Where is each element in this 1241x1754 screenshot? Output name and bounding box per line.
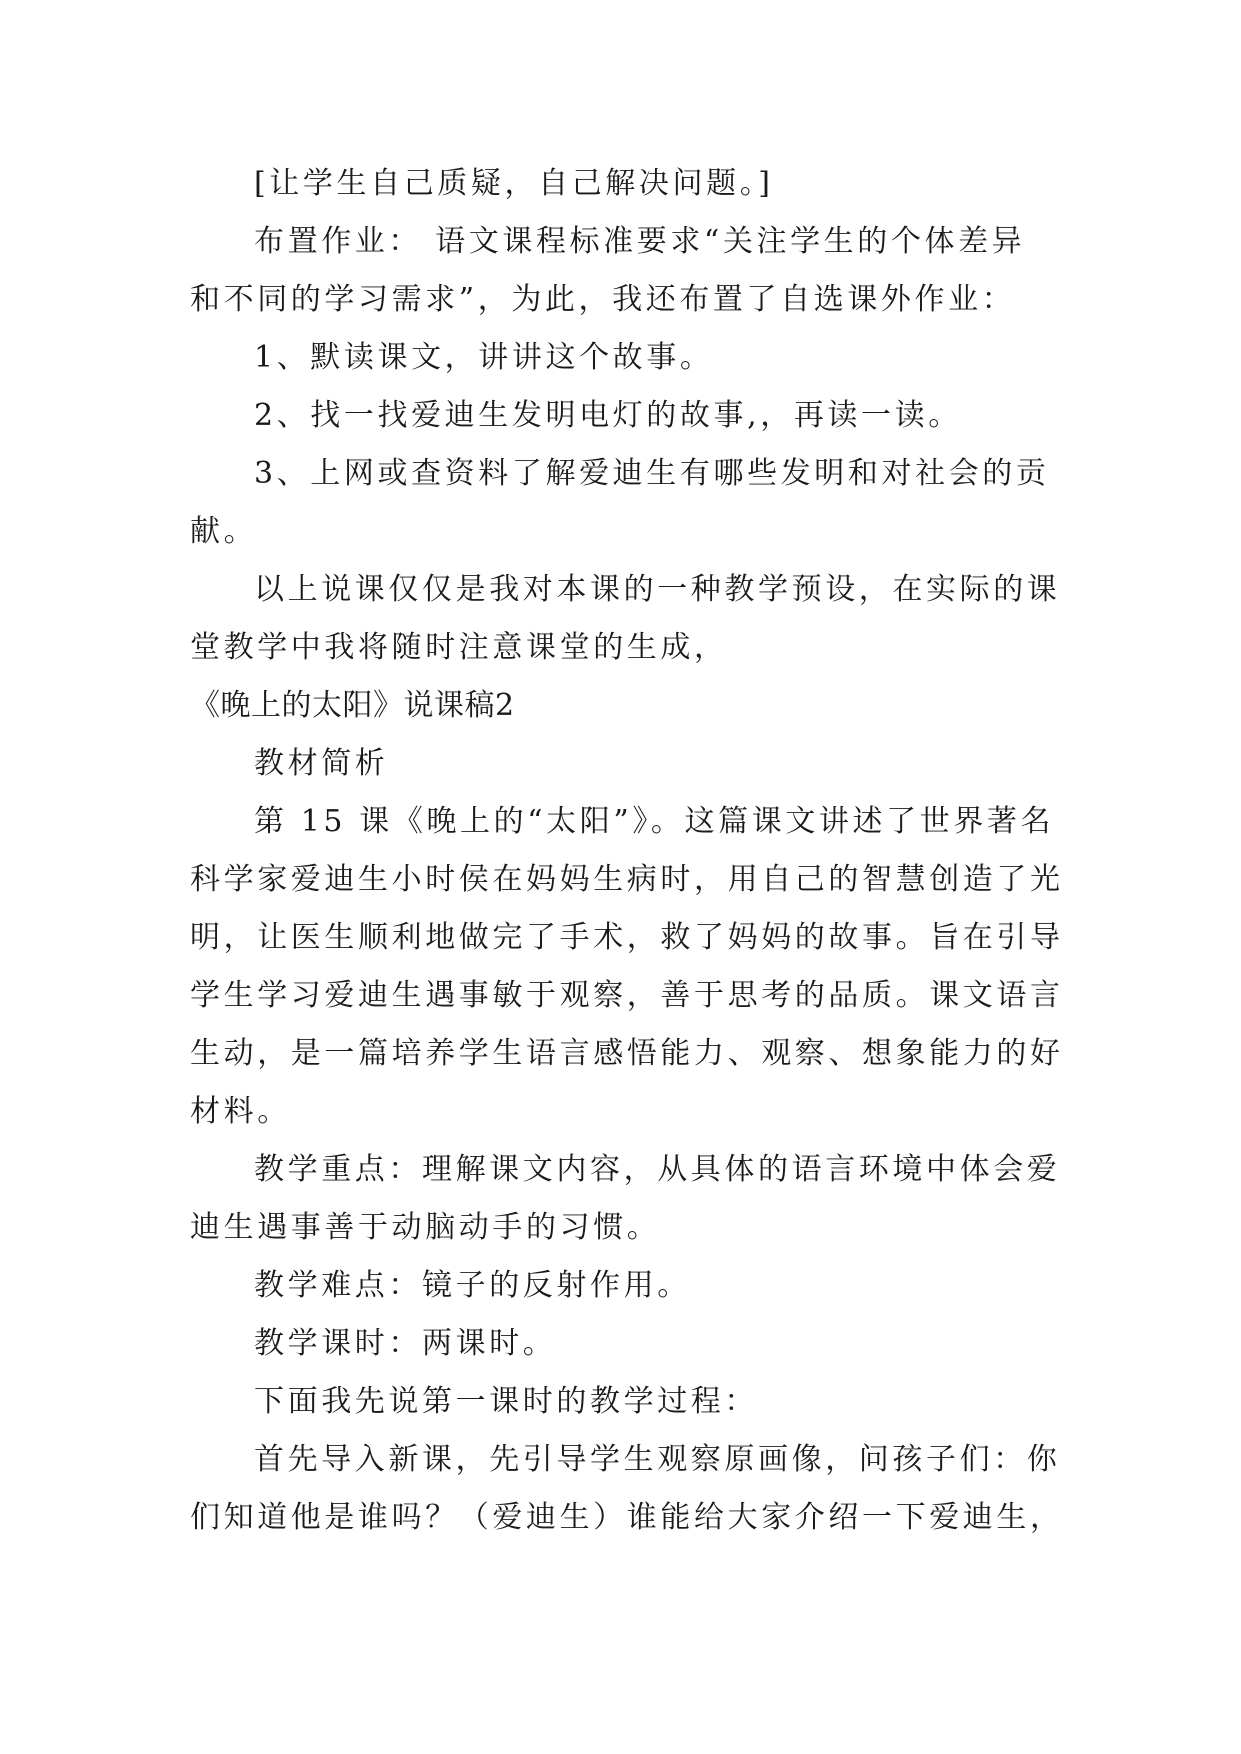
- text-line: [让学生自己质疑，自己解决问题。]: [254, 166, 774, 201]
- text-line: 1、默读课文，讲讲这个故事。: [254, 340, 714, 375]
- text-line: 教学重点：理解课文内容，从具体的语言环境中体会爱: [254, 1152, 1061, 1187]
- text-line: 迪生遇事善于动脑动手的习惯。: [190, 1210, 661, 1245]
- text-line: 下面我先说第一课时的教学过程：: [254, 1384, 758, 1419]
- text-line: 明，让医生顺利地做完了手术，救了妈妈的故事。旨在引导: [190, 920, 1064, 955]
- text-line: 和不同的学习需求”，为此，我还布置了自选课外作业：: [190, 282, 1016, 317]
- text-line: 教学难点：镜子的反射作用。: [254, 1268, 691, 1303]
- section-heading: 《晚上的太阳》说课稿2: [190, 688, 515, 723]
- text-line: 2、找一找爱迪生发明电灯的故事,，再读一读。: [254, 398, 962, 433]
- text-line: 以上说课仅仅是我对本课的一种教学预设，在实际的课: [254, 572, 1061, 607]
- document-body: [190, 155, 1064, 1547]
- text-line: 首先导入新课，先引导学生观察原画像，问孩子们：你: [254, 1442, 1061, 1477]
- text-line: 生动，是一篇培养学生语言感悟能力、观察、想象能力的好: [190, 1036, 1064, 1071]
- text-line: 献。: [190, 514, 258, 549]
- text-line: 教学课时：两课时。: [254, 1326, 557, 1361]
- text-line: 布置作业： 语文课程标准要求“关注学生的个体差异: [254, 224, 1026, 259]
- text-line: 学生学习爱迪生遇事敏于观察，善于思考的品质。课文语言: [190, 978, 1064, 1013]
- text-line: 3、上网或查资料了解爱迪生有哪些发明和对社会的贡: [254, 456, 1050, 491]
- text-line: 科学家爱迪生小时侯在妈妈生病时，用自己的智慧创造了光: [190, 862, 1064, 897]
- text-line: 们知道他是谁吗？（爱迪生）谁能给大家介绍一下爱迪生，: [190, 1500, 1064, 1535]
- text-line: 第 15 课《晚上的“太阳”》。这篇课文讲述了世界著名: [254, 804, 1055, 839]
- subsection-heading: 教材简析: [254, 746, 389, 781]
- text-line: 堂教学中我将随时注意课堂的生成，: [190, 630, 728, 665]
- text-line: 材料。: [190, 1094, 291, 1129]
